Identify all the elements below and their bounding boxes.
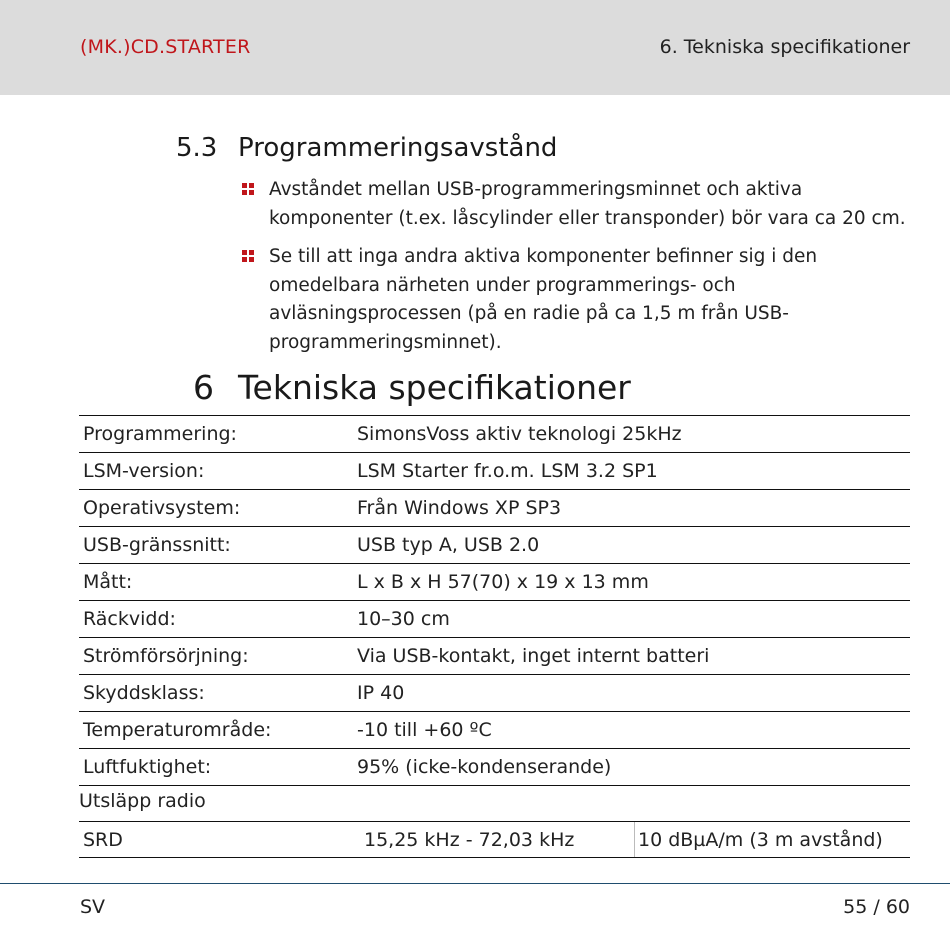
- bullet-list: [242, 176, 922, 367]
- bullet-text: Avståndet mellan USB-programmeringsminnet och aktiva komponenter (t.ex. låscylinder eller transponder) bör vara ca 20 cm.: [269, 179, 906, 229]
- spec-value: 95% (icke-kondenserande): [353, 749, 910, 786]
- spec-label: Räckvidd:: [79, 601, 353, 638]
- spec-value: SimonsVoss aktiv teknologi 25kHz: [353, 416, 910, 453]
- spec-label: USB-gränssnitt:: [79, 527, 353, 564]
- bullet-icon: [242, 250, 254, 262]
- emission-strength: 10 dBµA/m (3 m avstånd): [635, 822, 911, 858]
- table-row: [79, 601, 910, 638]
- chapter-number: 6: [193, 368, 214, 407]
- table-row: [79, 564, 910, 601]
- spec-label: Strömförsörjning:: [79, 638, 353, 675]
- table-row: [79, 527, 910, 564]
- spec-value: LSM Starter fr.o.m. LSM 3.2 SP1: [353, 453, 910, 490]
- spec-label: LSM-version:: [79, 453, 353, 490]
- spec-value: USB typ A, USB 2.0: [353, 527, 910, 564]
- page-header: [0, 0, 950, 95]
- table-row: [79, 453, 910, 490]
- spec-label: Programmering:: [79, 416, 353, 453]
- page-number: 55 / 60: [843, 896, 910, 918]
- emission-table: [79, 821, 910, 858]
- emission-heading: Utsläpp radio: [79, 790, 206, 812]
- table-row: [79, 416, 910, 453]
- section-number: 5.3: [176, 133, 218, 163]
- bullet-text: Se till att inga andra aktiva komponenter befinner sig i den omedelbara närheten under programmerings- och avläsningsprocessen (på en radie på ca 1,5 m från USB-programmeringsminnet).: [269, 246, 818, 353]
- spec-label: Luftfuktighet:: [79, 749, 353, 786]
- spec-label: Operativsystem:: [79, 490, 353, 527]
- table-row: [79, 712, 910, 749]
- spec-value: Via USB-kontakt, inget internt batteri: [353, 638, 910, 675]
- section-title: Programmeringsavstånd: [238, 133, 558, 163]
- footer-divider: [0, 883, 950, 884]
- spec-label: Temperaturområde:: [79, 712, 353, 749]
- spec-label: Mått:: [79, 564, 353, 601]
- footer-language: SV: [80, 896, 106, 918]
- spec-value: 10–30 cm: [353, 601, 910, 638]
- emission-type: SRD: [79, 822, 357, 858]
- spec-value: L x B x H 57(70) x 19 x 13 mm: [353, 564, 910, 601]
- product-name: (MK.)CD.STARTER: [80, 36, 251, 58]
- table-row: [79, 822, 910, 858]
- chapter-title: Tekniska specifikationer: [238, 368, 631, 407]
- emission-frequency: 15,25 kHz - 72,03 kHz: [357, 822, 635, 858]
- table-row: [79, 490, 910, 527]
- table-row: [79, 675, 910, 712]
- spec-value: IP 40: [353, 675, 910, 712]
- bullet-icon: [242, 183, 254, 195]
- table-row: [79, 638, 910, 675]
- header-chapter: 6. Tekniska specifikationer: [659, 36, 910, 58]
- spec-label: Skyddsklass:: [79, 675, 353, 712]
- spec-table: [79, 415, 910, 786]
- spec-value: -10 till +60 ºC: [353, 712, 910, 749]
- bullet-item: [242, 176, 922, 233]
- spec-value: Från Windows XP SP3: [353, 490, 910, 527]
- bullet-item: [242, 243, 922, 357]
- table-row: [79, 749, 910, 786]
